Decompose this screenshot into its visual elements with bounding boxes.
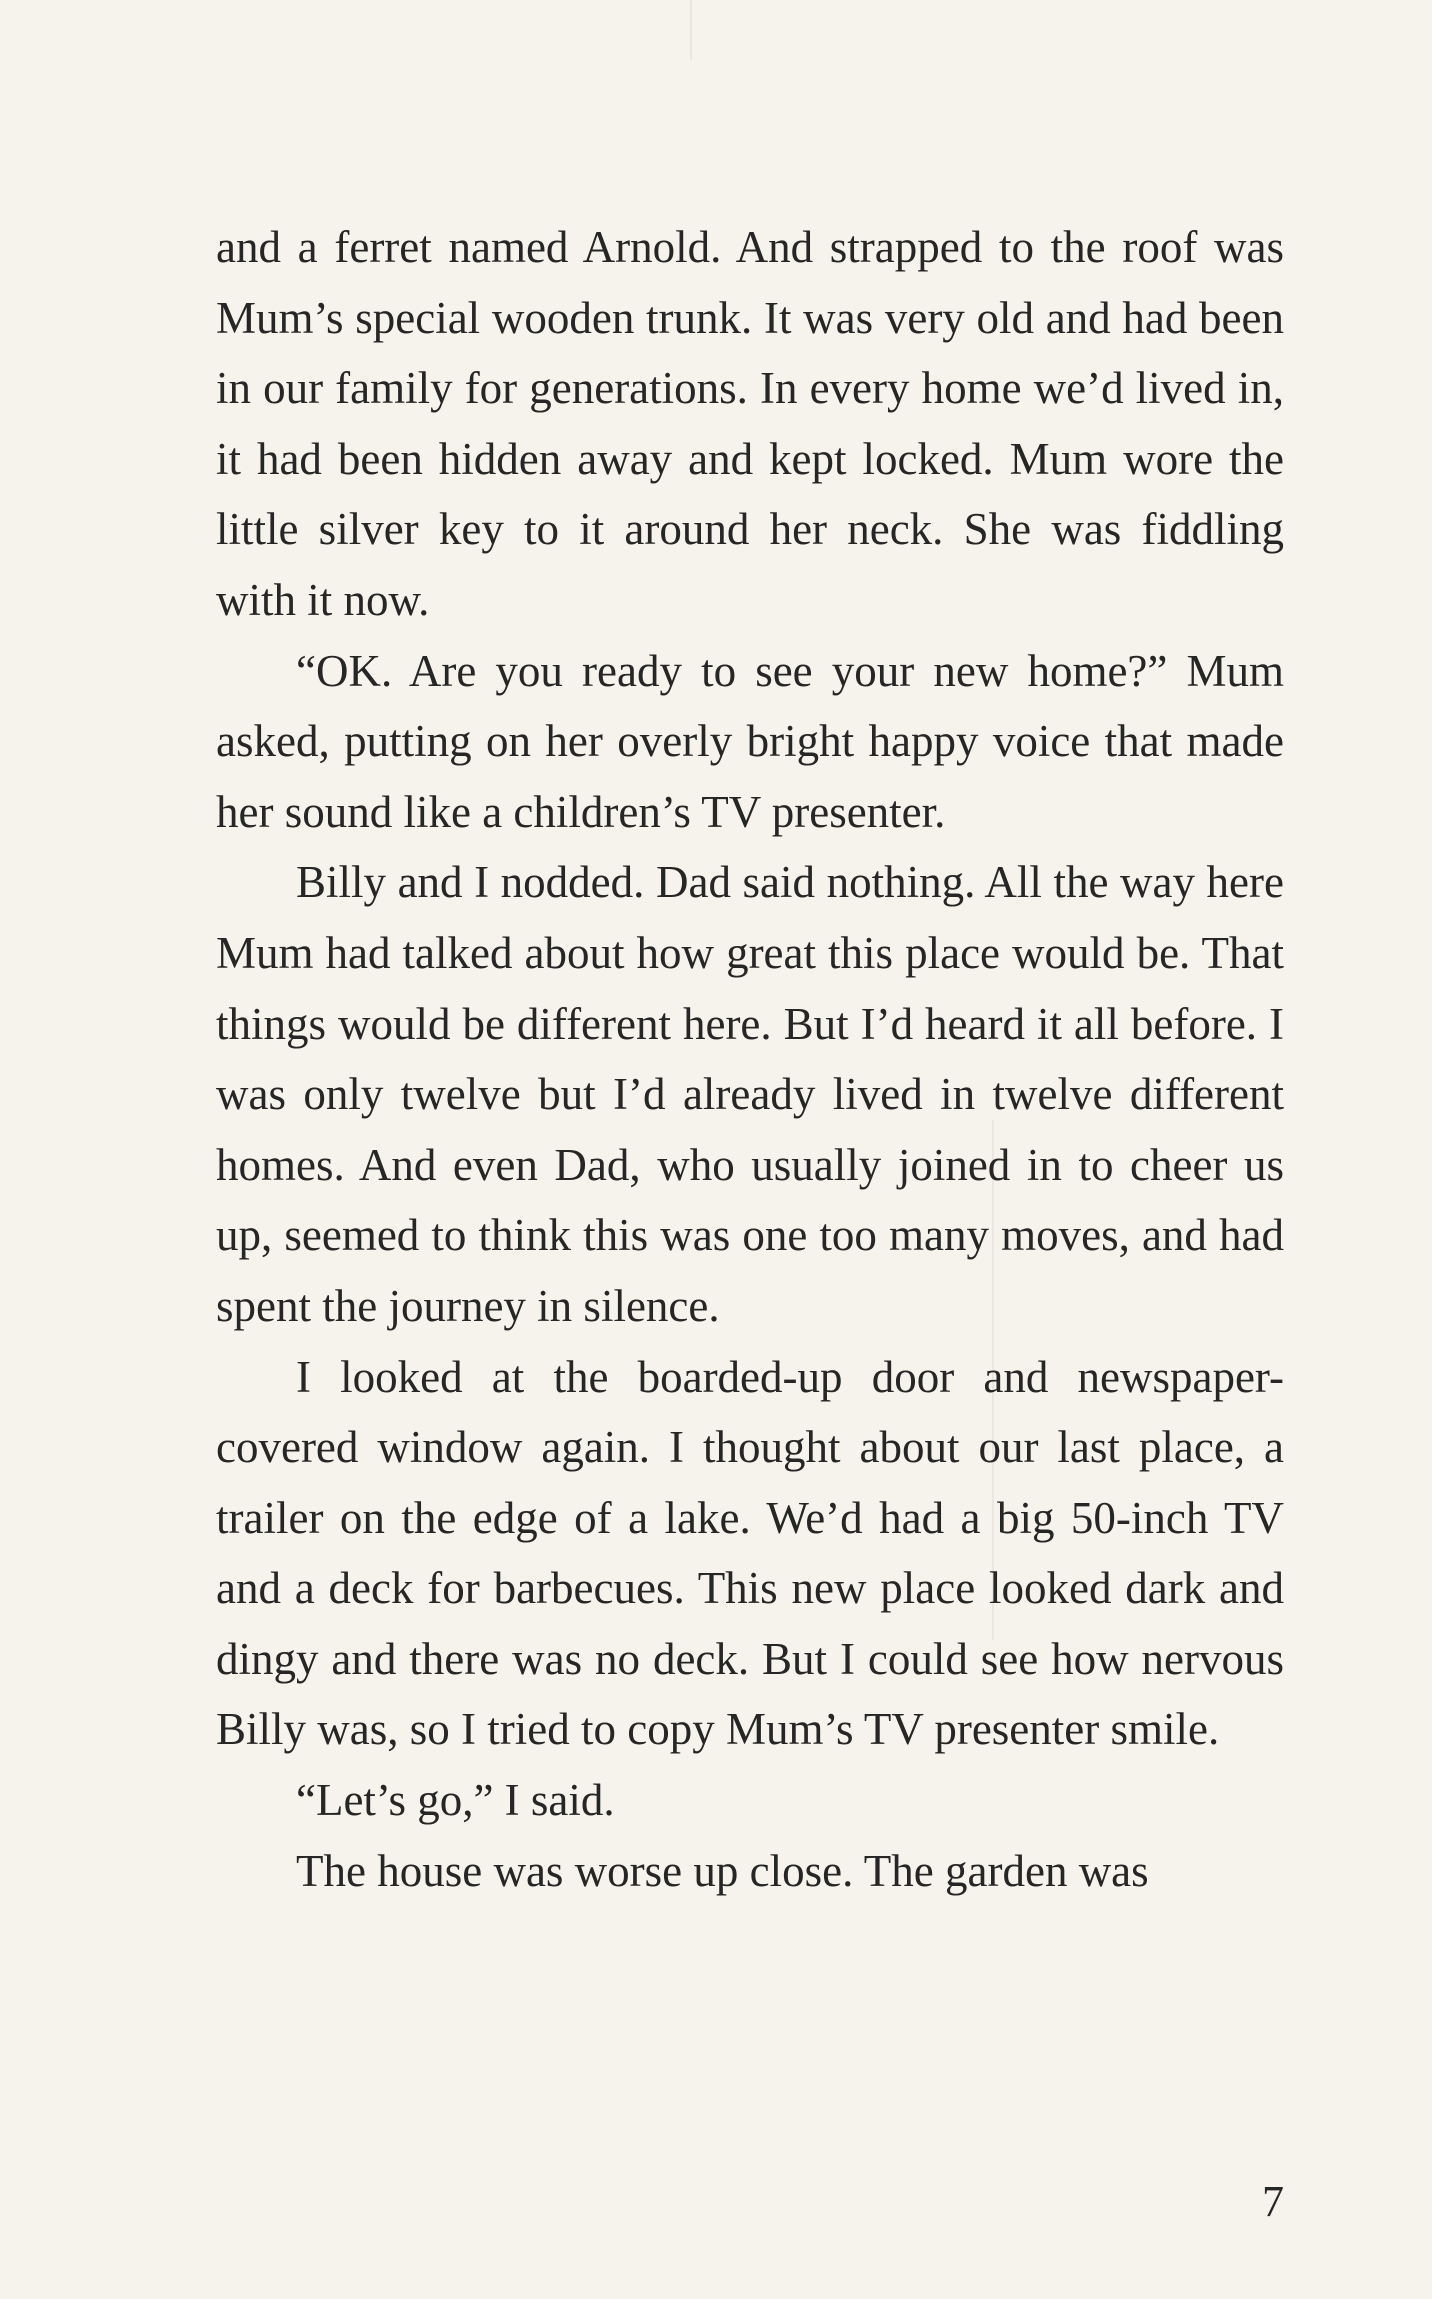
paragraph: Billy and I nodded. Dad said nothing. All the way here Mum had talked about how great this place would be. That things would be different here. But I’d heard it all before. I was only twelve but I’d already lived in twelve different homes. And even Dad, who usually joined in to cheer us up, seemed to think this was one too many moves, and had spent the journey in silence.: [216, 857, 1284, 1331]
page-number: 7: [1262, 2177, 1284, 2226]
paragraph: I looked at the boarded-up door and newspaper-covered window again. I thought about our last place, a trailer on the edge of a lake. We’d had a big 50-inch TV and a deck for barbecues. This new place looked dark and dingy and there was no deck. But I could see how nervous Billy was, so I tried to copy Mum’s TV presenter smile.: [216, 1351, 1284, 1755]
paper-crease: [690, 0, 692, 60]
paragraph: The house was worse up close. The garden was: [296, 1845, 1149, 1896]
paragraph: and a ferret named Arnold. And strapped to the roof was Mum’s special wooden trunk. It was very old and had been in our family for generations. In every home we’d lived in, it had been hidden away and kept locked. Mum wore the little silver key to it around her neck. She was fiddling with it now.: [216, 222, 1284, 625]
paragraph: “Let’s go,” I said.: [296, 1775, 615, 1826]
paragraph: “OK. Are you ready to see your new home?” Mum asked, putting on her overly bright happy voice that made her sound like a children’s TV presenter.: [216, 645, 1284, 837]
body-text: [216, 212, 1284, 1906]
